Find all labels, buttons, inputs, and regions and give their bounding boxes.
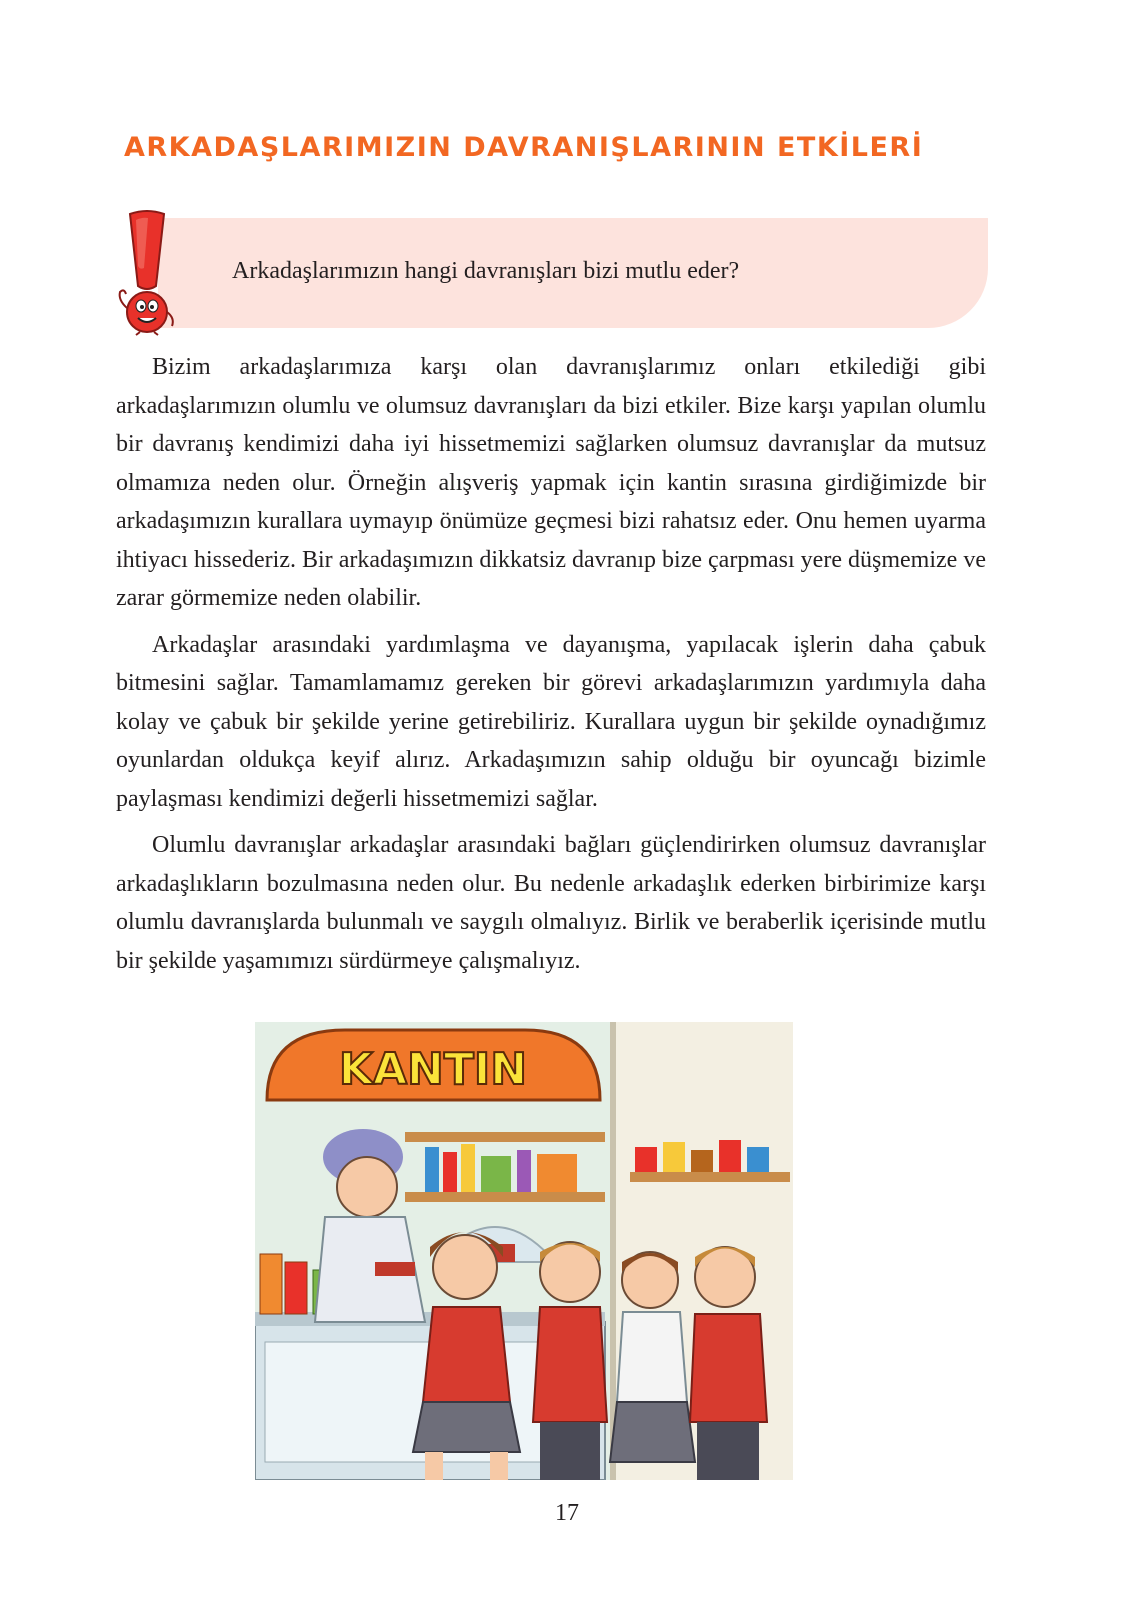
sign-text: KANTIN (338, 1044, 528, 1095)
girl-vest (423, 1307, 510, 1402)
girl-face (433, 1235, 497, 1299)
page-title: ARKADAŞLARIMIZIN DAVRANIŞLARININ ETKİLERİ (124, 132, 924, 163)
paragraph: Olumlu davranışlar arkadaşlar arasındaki bağları güçlendirirken olumsuz davranışlar arkadaşlıkların bozulmasına neden olur. Bu nedenle arkadaşlık ederken birbirimize karşı olumlu davranışlarda bulunmalı ve saygılı olmalıyız. Birlik ve beraberlik içerisinde mutlu bir şekilde yaşamımızı sürdürmeye çalışmalıyız. (116, 832, 986, 974)
vendor-face (337, 1157, 397, 1217)
exclamation-mascot-icon (112, 208, 182, 336)
paragraph: Arkadaşlar arasındaki yardımlaşma ve dayanışma, yapılacak işlerin daha çabuk bitmesini sağlar. Tamamlamamız gereken bir görevi arkadaşlarımızın yardımıyla daha kolay ve çabuk bir şekilde yerine getirebiliriz. Kurallara uygun bir şekilde oynadığımız oyunlardan oldukça keyif alırız. Arkadaşımızın sahip olduğu bir oyuncağı bizimle paylaşması kendimizi değerli hissetmemizi sağlar. (116, 631, 986, 812)
canteen-illustration (255, 1022, 793, 1480)
body-text (116, 348, 986, 988)
question-text: Arkadaşlarımızın hangi davranışları bizi mutlu eder? (232, 258, 740, 284)
page-number: 17 (555, 1500, 579, 1526)
canteen-scene (255, 1022, 793, 1480)
paragraph: Bizim arkadaşlarımıza karşı olan davranışlarımız onları etkilediği gibi arkadaşlarımızın olumlu ve olumsuz davranışları da bizi etkiler. Bize karşı yapılan olumlu bir davranış kendimizi daha iyi hissetmemizi sağlarken olumsuz davranışlar da mutsuz olmamıza neden olur. Örneğin alışveriş yapmak için kantin sırasına girdiğimizde bir arkadaşımızın kurallara uymayıp önümüze geçmesi bizi rahatsız eder. Onu hemen uyarma ihtiyacı hissederiz. Bir arkadaşımızın dikkatsiz davranıp bize çarpması yere düşmemize ve zarar görmemize neden olabilir. (116, 354, 986, 611)
